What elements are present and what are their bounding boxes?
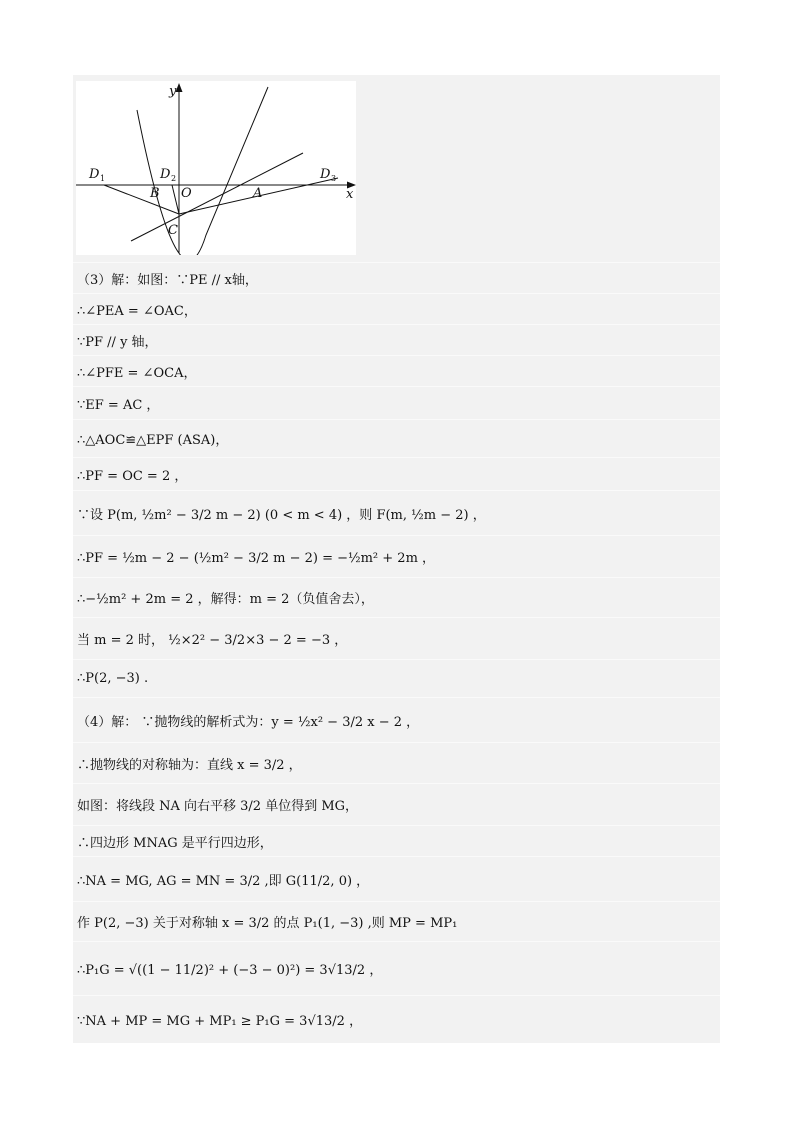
solution-line-4 [73, 355, 720, 386]
axis-label-x: x [346, 187, 354, 202]
line-text: 当 m = 2 时， ½×2² − 3/2×3 − 2 = −3 ， [77, 633, 348, 648]
label-d3-sub: 3 [331, 174, 337, 183]
solution-line-5 [73, 386, 720, 419]
solution-line-9 [73, 535, 720, 577]
solution-line-8 [73, 490, 720, 535]
label-d1: D [89, 167, 100, 182]
line-text: 如图：将线段 NA 向右平移 3/2 单位得到 MG， [77, 799, 359, 814]
line-text: ∴PF = OC = 2 ， [77, 468, 188, 484]
line-text: ∴△AOC≌△EPF (ASA)， [77, 433, 229, 448]
line-text: ∵设 P(m, ½m² − 3/2 m − 2) (0 < m < 4) ，则 F(m, ½m − 2) ， [77, 507, 486, 523]
parabola-figure [76, 81, 356, 255]
solution-line-2 [73, 293, 720, 324]
solution-line-6 [73, 419, 720, 457]
label-o: O [181, 186, 192, 201]
solution-line-14 [73, 742, 720, 783]
line-text: 作 P(2, −3) 关于对称轴 x = 3/2 的点 P₁(1, −3) ,则 MP = MP₁ [77, 916, 458, 931]
line-text: （3）解：如图：∵PE // x轴， [77, 272, 258, 288]
solution-line-1 [73, 262, 720, 293]
line-d1-c [104, 185, 179, 214]
solution-line-16 [73, 825, 720, 856]
axis-label-y: y [169, 84, 177, 99]
parabola-curve [137, 87, 268, 255]
line-text: ∴∠PEA = ∠OAC， [77, 303, 197, 319]
line-text: ∴四边形 MNAG 是平行四边形， [77, 835, 273, 851]
label-a: A [253, 186, 263, 201]
label-d2-sub: 2 [171, 174, 177, 183]
solution-line-3 [73, 324, 720, 355]
solution-line-10 [73, 577, 720, 617]
solution-line-13 [73, 697, 720, 742]
line-text: ∴PF = ½m − 2 − (½m² − 3/2 m − 2) = −½m² + 2m ， [77, 551, 436, 566]
line-text: （4）解： ∵抛物线的解析式为：y = ½x² − 3/2 x − 2 ， [77, 714, 420, 730]
line-text: ∵PF // y 轴， [77, 334, 158, 350]
line-text: ∴P₁G = √((1 − 11/2)² + (−3 − 0)²) = 3√13/2 ， [77, 963, 383, 978]
line-text: ∴抛物线的对称轴为：直线 x = 3/2 ， [77, 757, 302, 773]
solution-line-20 [73, 995, 720, 1043]
line-text: ∴∠PFE = ∠OCA， [77, 365, 197, 381]
label-b: B [150, 186, 160, 201]
solution-line-7 [73, 457, 720, 490]
solution-line-12 [73, 659, 720, 697]
y-axis-arrow [176, 83, 183, 92]
solution-line-11 [73, 617, 720, 659]
solution-line-19 [73, 941, 720, 995]
line-text: ∴−½m² + 2m = 2 ，解得：m = 2（负值舍去）， [77, 592, 374, 607]
label-c: C [168, 223, 178, 238]
line-text: ∴NA = MG, AG = MN = 3/2 ,即 G(11/2, 0) ， [77, 873, 370, 889]
line-text: ∴P(2, −3) . [77, 671, 149, 686]
solution-line-18 [73, 901, 720, 941]
parabola-diagram [76, 81, 356, 255]
document-content [73, 75, 720, 1043]
label-d2: D [160, 167, 171, 182]
line-d2-c [172, 185, 179, 214]
line-text: ∵EF = AC ， [77, 397, 160, 413]
label-d3: D [320, 167, 331, 182]
label-d1-sub: 1 [100, 174, 106, 183]
solution-line-15 [73, 783, 720, 825]
solution-line-17 [73, 856, 720, 901]
line-text: ∵NA + MP = MG + MP₁ ≥ P₁G = 3√13/2 ， [77, 1014, 363, 1029]
